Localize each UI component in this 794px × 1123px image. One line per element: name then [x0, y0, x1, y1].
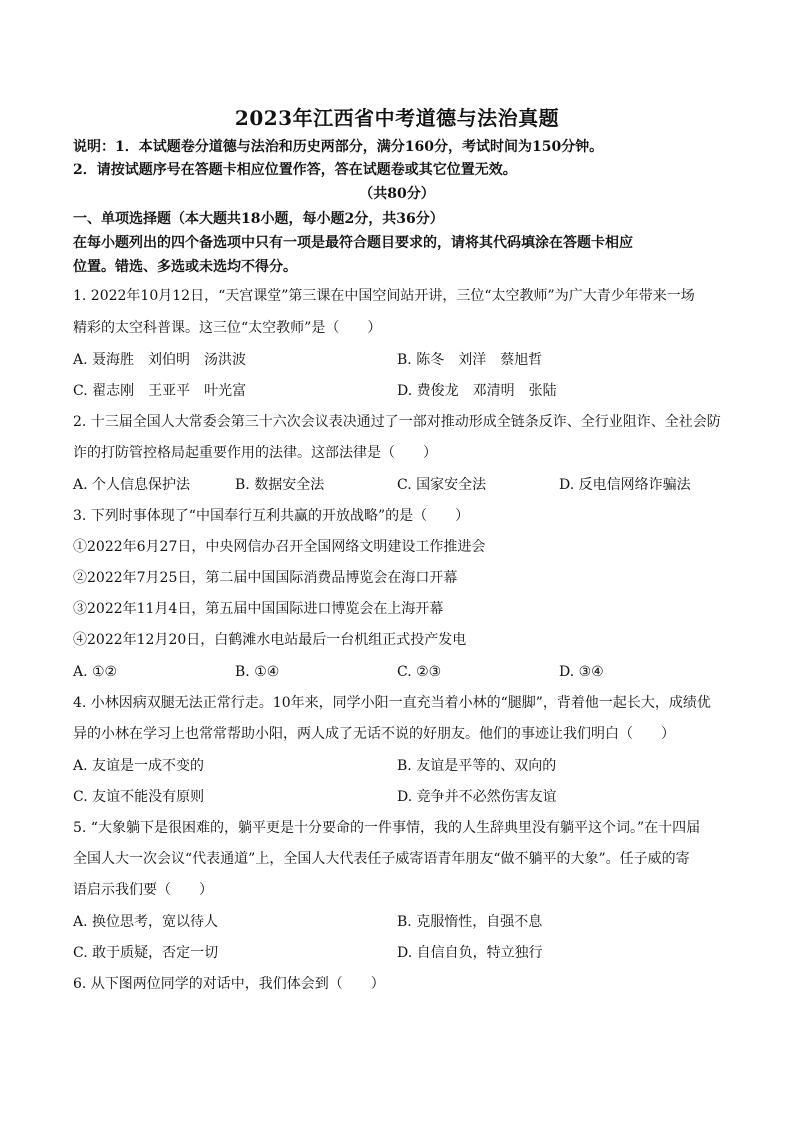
page-title: 2023年江西省中考道德与法治真题 — [234, 106, 560, 130]
q1-stem-line-2: 精彩的太空科普课。这三位“太空教师”是（ ） — [73, 320, 382, 336]
q6-stem: 6. 从下图两位同学的对话中，我们体会到（ ） — [73, 976, 385, 992]
q5-option-b: B. 克服惰性，自强不息 — [397, 914, 543, 930]
q3-statement-2: ②2022年7月25日，第二届中国国际消费品博览会在海口开幕 — [73, 570, 458, 586]
q5-stem-line-2: 全国人大一次会议“代表通道”上，全国人大代表任子威寄语青年朋友“做不躺平的大象”。任子威的寄 — [73, 851, 690, 867]
q5-stem-line-1: 5. “大象躺下是很困难的，躺平更是十分要命的一件事情，我的人生辞典里没有躺平这个词。”在十四届 — [73, 820, 701, 836]
instruction-line-1: 在每小题列出的四个备选项中只有一项是最符合题目要求的，请将其代码填涂在答题卡相应 — [73, 235, 633, 251]
note-line-1: 说明：1．本试题卷分道德与法治和历史两部分，满分160分，考试时间为150分钟。 — [73, 139, 604, 155]
q2-stem-line-2: 诈的打防管控格局起重要作用的法律。这部法律是（ ） — [73, 445, 437, 461]
q1-option-c: C. 翟志刚 王亚平 叶光富 — [73, 383, 247, 399]
q1-option-b: B. 陈冬 刘洋 蔡旭哲 — [397, 352, 543, 368]
q3-option-c: C. ②③ — [397, 664, 442, 680]
q5-option-a: A. 换位思考，宽以待人 — [73, 914, 219, 930]
q2-option-b: B. 数据安全法 — [235, 477, 325, 493]
q1-stem-line-1: 1. 2022年10月12日，“天宫课堂”第三课在中国空间站开讲，三位“太空教师”为广大青少年带来一场 — [73, 288, 695, 304]
q5-option-c: C. 敢于质疑，否定一切 — [73, 945, 219, 961]
section-title: 一、单项选择题（本大题共18小题，每小题2分，共36分） — [73, 211, 444, 227]
q4-option-a: A. 友谊是一成不变的 — [73, 758, 205, 774]
q3-option-b: B. ①④ — [235, 664, 280, 680]
q4-stem-line-2: 异的小林在学习上也常常帮助小阳，两人成了无话不说的好朋友。他们的事迹让我们明白（ ） — [73, 726, 675, 742]
q4-option-c: C. 友谊不能没有原则 — [73, 789, 205, 805]
q2-stem-line-1: 2. 十三届全国人大常委会第三十六次会议表决通过了一部对推动形成全链条反诈、全行业阻诈、全社会防 — [73, 414, 721, 430]
q5-option-d: D. 自信自负，特立独行 — [397, 945, 543, 961]
q3-option-d: D. ③④ — [559, 664, 604, 680]
q5-stem-line-3: 语启示我们要（ ） — [73, 882, 213, 898]
q4-option-d: D. 竞争并不必然伤害友谊 — [397, 789, 557, 805]
q1-option-a: A. 聂海胜 刘伯明 汤洪波 — [73, 352, 247, 368]
q2-option-a: A. 个人信息保护法 — [73, 477, 191, 493]
q4-stem-line-1: 4. 小林因病双腿无法正常行走。10年来，同学小阳一直充当着小林的“腿脚”，背着他一起长大，成绩优 — [73, 695, 711, 711]
q3-option-a: A. ①② — [73, 664, 118, 680]
q2-option-d: D. 反电信网络诈骗法 — [559, 477, 691, 493]
q3-statement-4: ④2022年12月20日，白鹤滩水电站最后一台机组正式投产发电 — [73, 632, 467, 648]
q2-option-c: C. 国家安全法 — [397, 477, 487, 493]
q3-stem: 3. 下列时事体现了“中国奉行互利共赢的开放战略”的是（ ） — [73, 508, 470, 524]
q3-statement-3: ③2022年11月4日，第五届中国国际进口博览会在上海开幕 — [73, 601, 444, 617]
q1-option-d: D. 费俊龙 邓清明 张陆 — [397, 383, 557, 399]
instruction-line-2: 位置。错选、多选或未选均不得分。 — [73, 259, 297, 275]
q4-option-b: B. 友谊是平等的、双向的 — [397, 758, 557, 774]
section-score: （共80分） — [359, 186, 435, 202]
q3-statement-1: ①2022年6月27日，中央网信办召开全国网络文明建设工作推进会 — [73, 539, 486, 555]
note-line-2: 2．请按试题序号在答题卡相应位置作答，答在试题卷或其它位置无效。 — [73, 162, 517, 178]
